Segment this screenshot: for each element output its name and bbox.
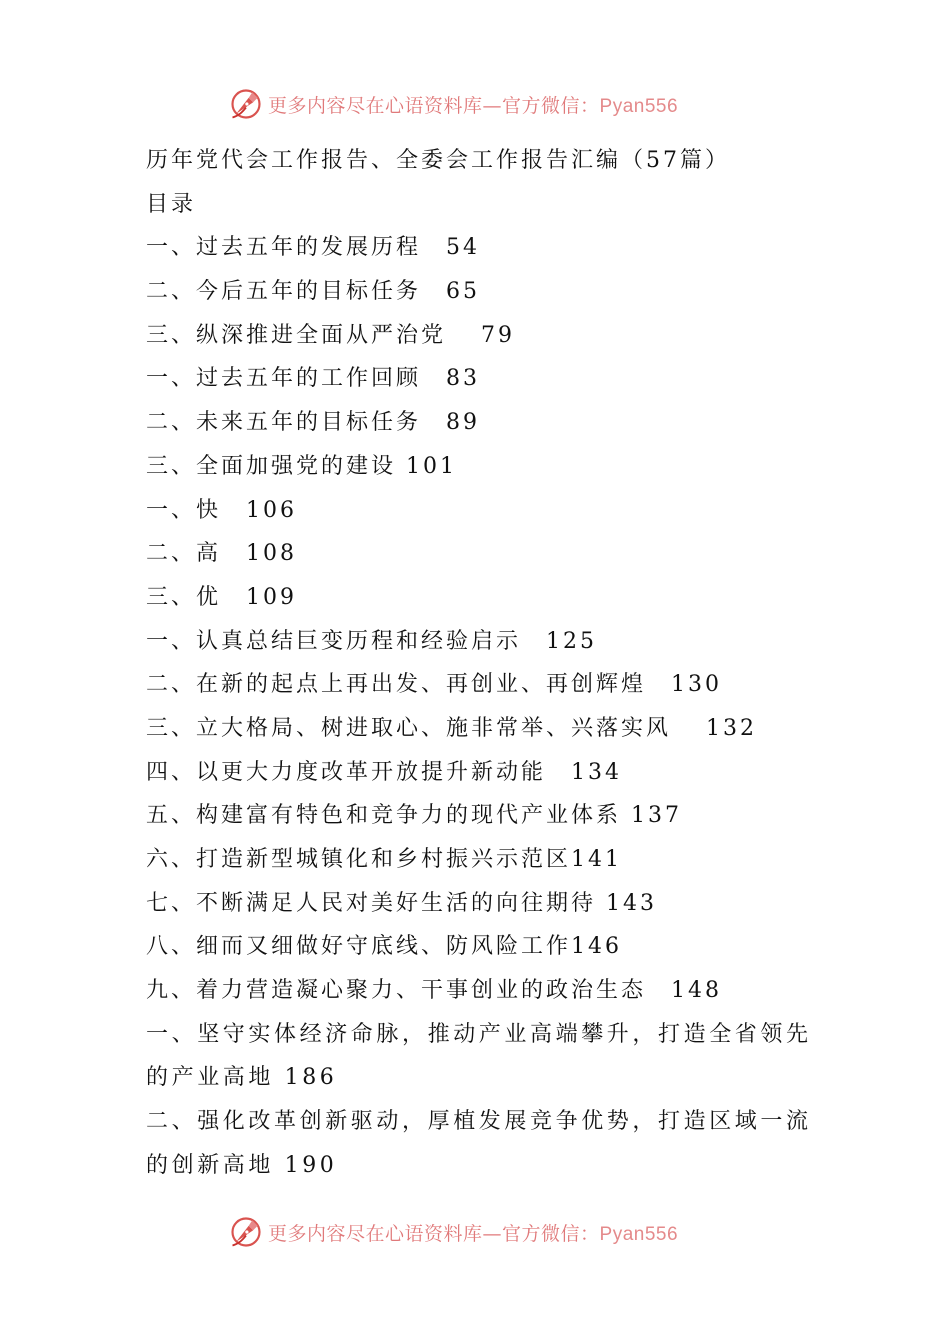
toc-entry: 三、纵深推进全面从严治党 79 xyxy=(146,322,515,348)
pen-nib-logo-icon xyxy=(228,86,264,122)
watermark-handle: Pyan556 xyxy=(599,95,679,117)
pen-nib-logo-icon xyxy=(228,1214,264,1250)
watermark-footer xyxy=(228,1212,678,1252)
watermark-handle: Pyan556 xyxy=(599,1223,679,1245)
watermark-text: 更多内容尽在心语资料库—官方微信：Pyan556 xyxy=(268,94,679,117)
toc-entry: 七、不断满足人民对美好生活的向往期待 143 xyxy=(146,890,657,916)
toc-entry: 二、今后五年的目标任务 65 xyxy=(146,279,480,305)
toc-entry: 九、着力营造凝心聚力、干事创业的政治生态 148 xyxy=(146,978,722,1004)
toc-heading: 目录 xyxy=(146,191,197,217)
toc-entry: 二、高 108 xyxy=(146,541,297,567)
toc-entry: 一、过去五年的工作回顾 83 xyxy=(146,366,480,392)
toc-entry: 一、过去五年的发展历程 54 xyxy=(146,235,480,261)
toc-entry: 一、快 106 xyxy=(146,497,297,523)
toc-entry: 三、立大格局、树进取心、施非常举、兴落实风 132 xyxy=(146,715,757,741)
document-title: 历年党代会工作报告、全委会工作报告汇编（57篇） xyxy=(146,148,730,173)
watermark-header xyxy=(228,84,678,124)
toc-entry: 二、未来五年的目标任务 89 xyxy=(146,410,480,436)
toc-entry: 二、在新的起点上再出发、再创业、再创辉煌 130 xyxy=(146,672,722,698)
toc-entry: 六、打造新型城镇化和乡村振兴示范区141 xyxy=(146,847,622,872)
toc-entry: 三、优 109 xyxy=(146,584,297,610)
toc-entry: 五、构建富有特色和竞争力的现代产业体系 137 xyxy=(146,803,682,829)
document-body xyxy=(146,139,816,1188)
toc-entry: 八、细而又细做好守底线、防风险工作146 xyxy=(146,934,622,960)
toc-entry: 三、全面加强党的建设 101 xyxy=(146,453,457,479)
toc-entry: 二、强化改革创新驱动，厚植发展竞争优势，打造区域一流的创新高地 190 xyxy=(146,1109,812,1178)
toc-entry: 四、以更大力度改革开放提升新动能 134 xyxy=(146,759,622,785)
watermark-text: 更多内容尽在心语资料库—官方微信：Pyan556 xyxy=(268,1222,679,1245)
toc-entry: 一、坚守实体经济命脉，推动产业高端攀升，打造全省领先的产业高地 186 xyxy=(146,1021,812,1091)
toc-entry: 一、认真总结巨变历程和经验启示 125 xyxy=(146,628,597,654)
